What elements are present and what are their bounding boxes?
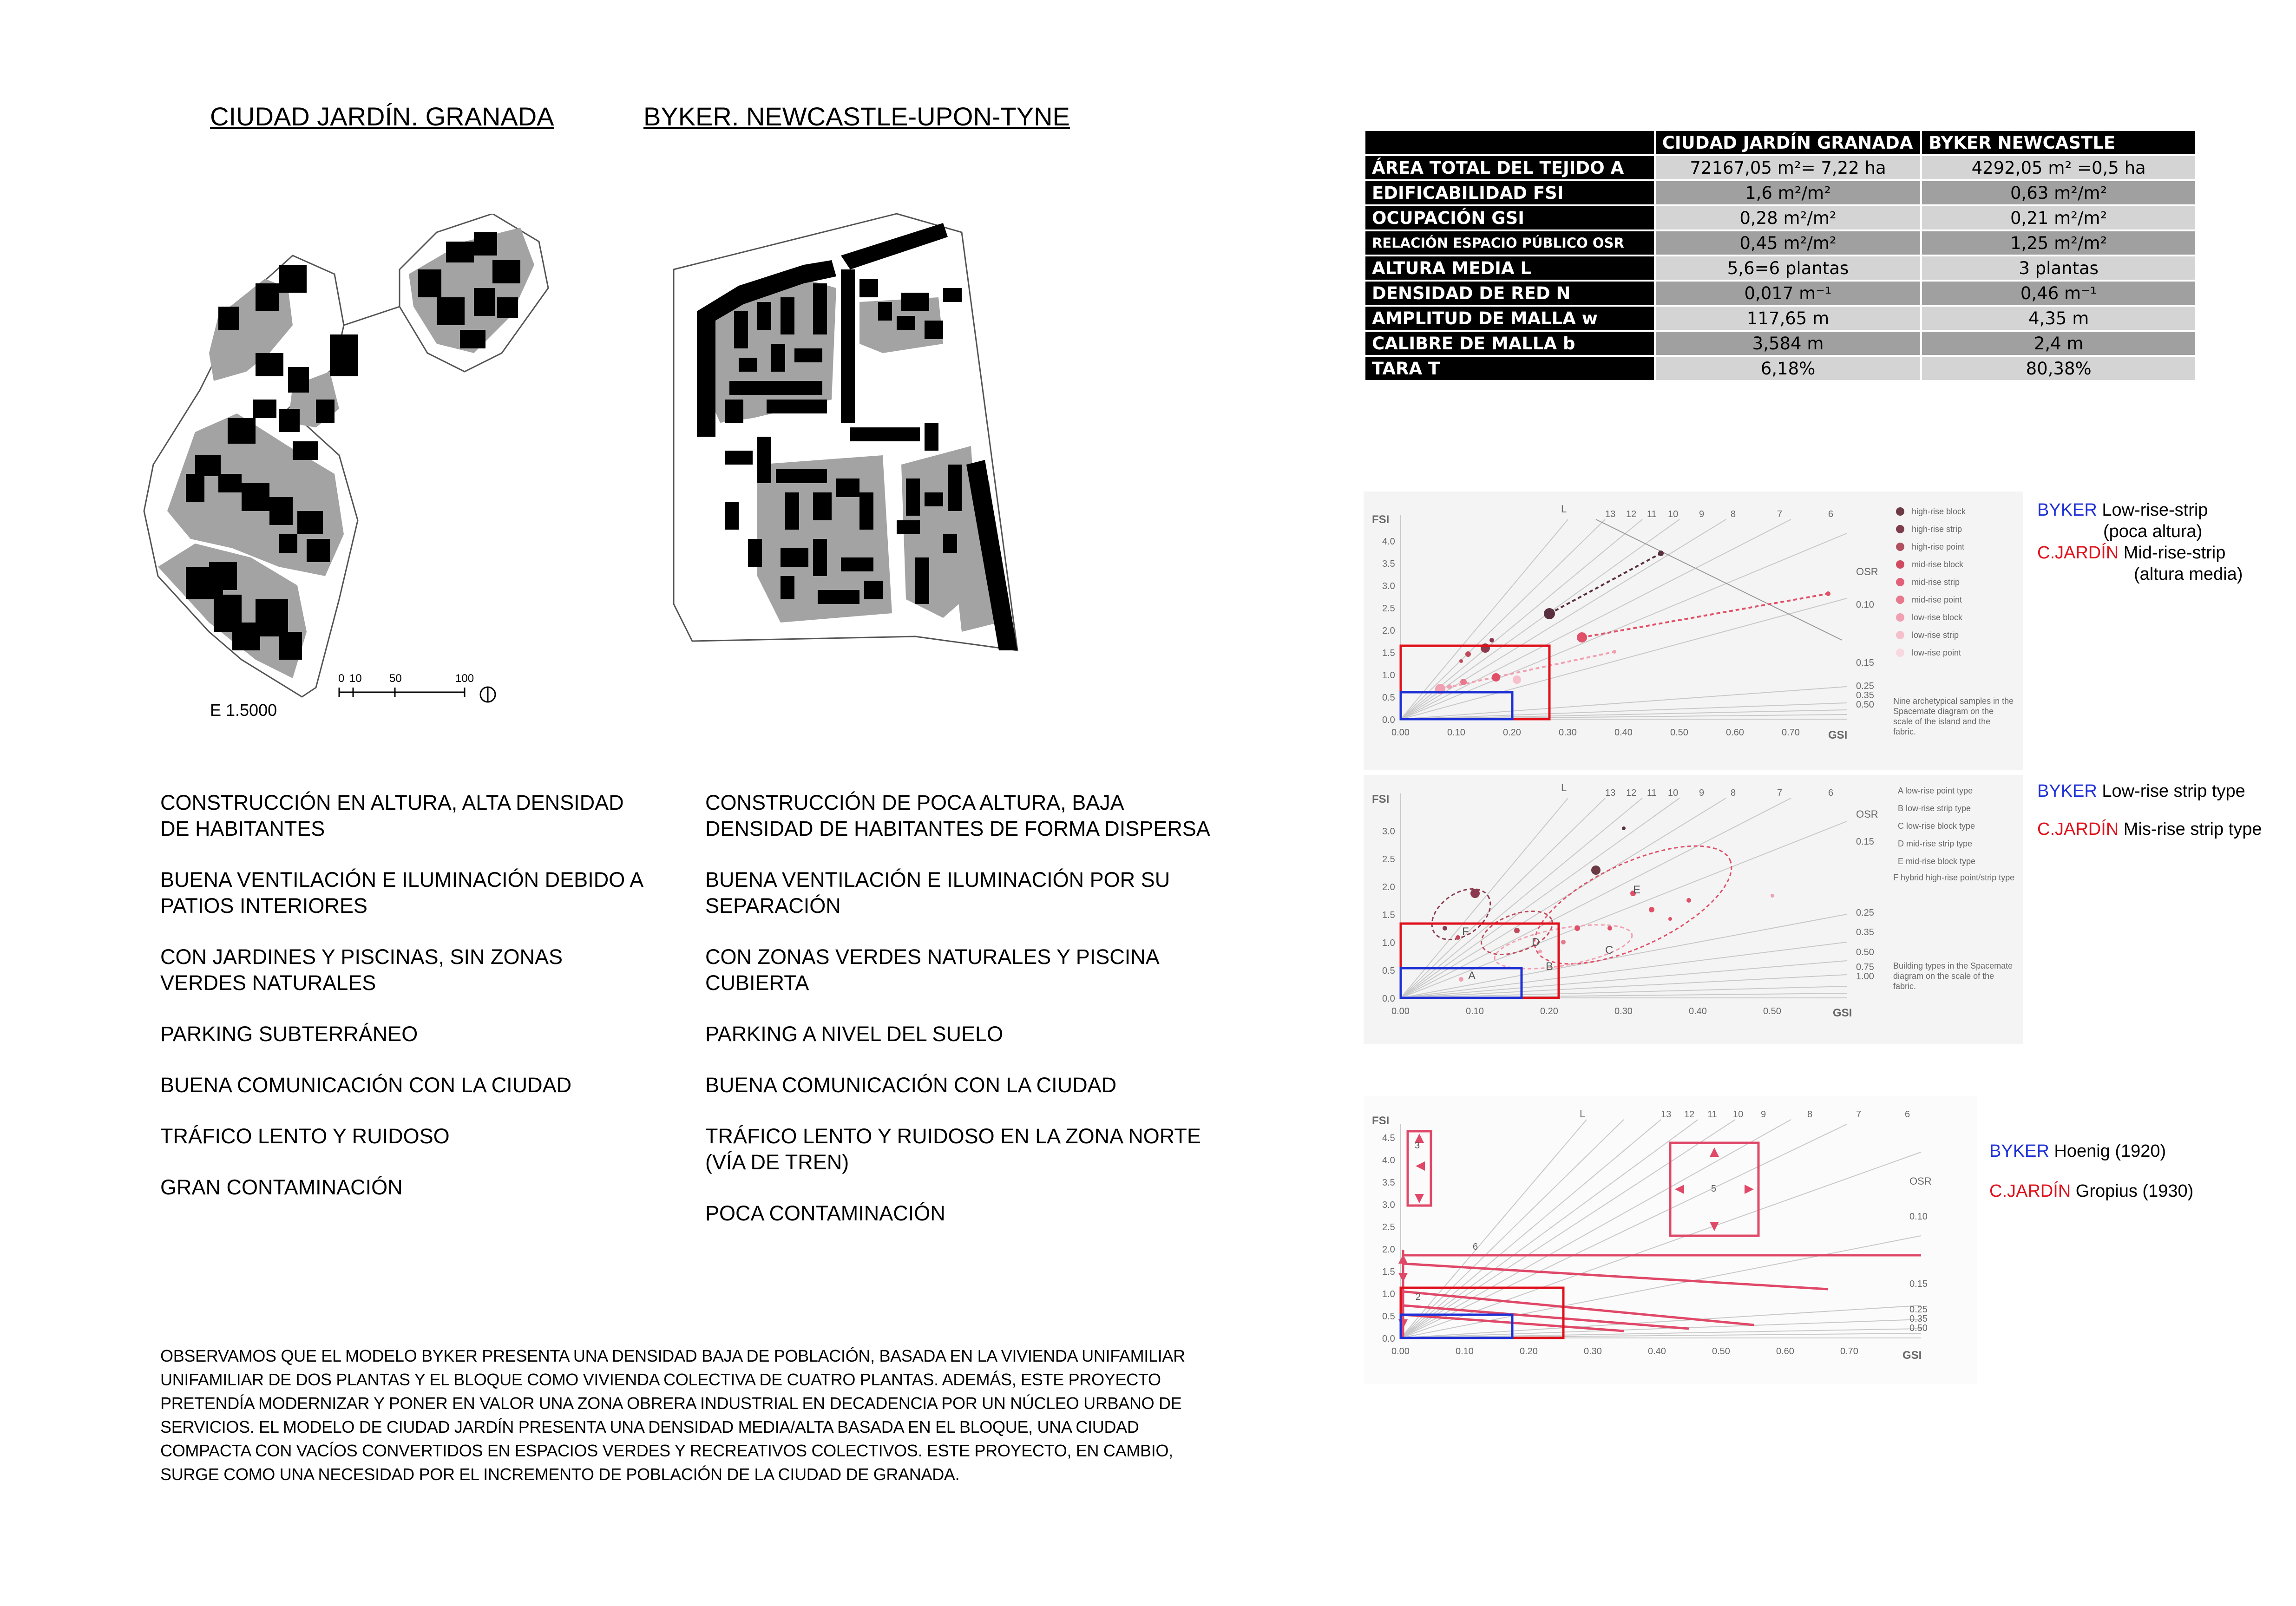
right-item: PARKING A NIVEL DEL SUELO — [705, 1022, 1004, 1046]
title-byker: BYKER. NEWCASTLE-UPON-TYNE — [643, 102, 1070, 131]
table-row-label: TARA T — [1364, 356, 1655, 381]
table-row-label: ALTURA MEDIA L — [1364, 256, 1655, 281]
fsi-tick: 2.0 — [1382, 626, 1395, 636]
fsi-tick: 4.5 — [1382, 1133, 1395, 1143]
fsi-tick: 1.0 — [1382, 938, 1395, 948]
fsi-axis-label: FSI — [1372, 1114, 1390, 1127]
table-row — [1364, 356, 2196, 381]
table-row — [1364, 180, 2196, 205]
osr-tick: 0.25 — [1856, 908, 1874, 918]
l-axis-label: L — [1561, 503, 1567, 515]
diagram3-label-3: 3 — [1415, 1141, 1420, 1151]
table-header-empty — [1364, 130, 1655, 155]
gsi-axis-label: GSI — [1828, 729, 1848, 741]
fsi-tick: 1.0 — [1382, 670, 1395, 681]
right-item: TRÁFICO LENTO Y RUIDOSO EN LA ZONA NORTE (VÍA DE TREN) — [705, 1124, 1201, 1174]
legend-mid-rise-strip: mid-rise strip — [1912, 577, 1960, 587]
osr-tick: 0.10 — [1856, 600, 1874, 610]
legend-type-d: D mid-rise strip type — [1898, 839, 1973, 848]
l-tick: 9 — [1761, 1109, 1766, 1120]
table-cell-ciudad-jardin: 3,584 m — [1655, 331, 1922, 356]
gsi-tick: 0.70 — [1782, 728, 1800, 738]
l-tick: 10 — [1668, 509, 1679, 519]
legend-block-2 — [2037, 780, 2262, 840]
gsi-tick: 0.60 — [1776, 1346, 1794, 1357]
l-axis-label: L — [1580, 1108, 1586, 1120]
spacemate-diagram-archetypes — [1364, 492, 2023, 770]
legend-block-1 — [2037, 499, 2243, 585]
l-tick: 12 — [1626, 788, 1637, 798]
fsi-tick: 3.0 — [1382, 581, 1395, 591]
l-tick: 13 — [1605, 788, 1616, 798]
l-tick: 9 — [1699, 788, 1705, 798]
l-tick: 11 — [1647, 509, 1657, 519]
osr-tick: 1.00 — [1856, 971, 1874, 982]
table-cell-byker: 4,35 m — [1921, 306, 2196, 331]
legend-low-rise-point: low-rise point — [1912, 648, 1961, 657]
diagram3-label-6: 6 — [1473, 1242, 1478, 1252]
l-tick: 6 — [1828, 788, 1834, 798]
legend2-byker-key: BYKER — [2037, 781, 2097, 801]
conclusion-paragraph: OBSERVAMOS QUE EL MODELO BYKER PRESENTA UNA DENSIDAD BAJA DE POBLACIÓN, BASADA EN LA VIVIENDA UNIFAMILIAR UNIFAMILIAR DE DOS PLANTAS Y EL BLOQUE COMO VIVIENDA COLECTIVA DE CUATRO PLANTAS. ADEMÁS, ESTE PROYECTO PRETENDÍA MODERNIZAR Y PONER EN VALOR UNA ZONA OBRERA INDUSTRIAL EN DECADENCIA POR UN NÚCLEO URBANO DE SERVICIOS. EL MODELO DE CIUDAD JARDÍN PRESENTA UNA DENSIDAD MEDIA/ALTA BASADA EN EL BLOQUE, UNA CIUDAD COMPACTA CON VACÍOS CONVERTIDOS EN ESPACIOS VERDES Y RECREATIVOS COLECTIVOS. ESTE PROYECTO, EN CAMBIO, SURGE COMO UNA NECESIDAD POR EL INCREMENTO DE POBLACIÓN DE LA CIUDAD DE GRANADA. — [160, 1346, 1185, 1484]
l-tick: 8 — [1807, 1109, 1813, 1120]
table-row — [1364, 306, 2196, 331]
l-tick: 6 — [1828, 509, 1834, 519]
osr-tick: 0.35 — [1856, 690, 1874, 701]
legend-type-c: C low-rise block type — [1898, 821, 1975, 831]
legend-block-3 — [1989, 1141, 2193, 1202]
osr-tick: 0.25 — [1909, 1304, 1928, 1315]
table-row — [1364, 281, 2196, 306]
gsi-tick: 0.10 — [1447, 728, 1465, 738]
cluster-label-a: A — [1468, 970, 1476, 982]
cluster-label-f: F — [1462, 925, 1469, 938]
gsi-tick: 0.40 — [1689, 1006, 1707, 1016]
gsi-tick: 0.00 — [1391, 1006, 1410, 1016]
osr-tick: 0.50 — [1856, 947, 1874, 957]
legend-high-rise-point: high-rise point — [1912, 542, 1965, 551]
table-cell-ciudad-jardin: 1,6 m²/m² — [1655, 180, 1922, 205]
osr-tick: 0.15 — [1856, 837, 1874, 847]
legend1-cj-text: Mid-rise-strip — [2123, 543, 2226, 563]
fsi-axis-label: FSI — [1372, 793, 1390, 806]
legend-high-rise-strip: high-rise strip — [1912, 524, 1962, 534]
left-item: BUENA COMUNICACIÓN CON LA CIUDAD — [160, 1073, 572, 1097]
osr-tick: 0.50 — [1856, 700, 1874, 710]
table-header-row — [1364, 130, 2196, 155]
diagram2-caption: Building types in the Spacemate diagram on the scale of the fabric. — [1893, 961, 2013, 991]
l-tick: 12 — [1684, 1109, 1695, 1120]
l-tick: 12 — [1626, 509, 1637, 519]
table-row-label: CALIBRE DE MALLA b — [1364, 331, 1655, 356]
gsi-tick: 0.00 — [1391, 1346, 1410, 1357]
table-cell-ciudad-jardin: 0,017 m⁻¹ — [1655, 281, 1922, 306]
fsi-tick: 2.0 — [1382, 1245, 1395, 1255]
gsi-tick: 0.50 — [1712, 1346, 1730, 1357]
left-item: PARKING SUBTERRÁNEO — [160, 1022, 418, 1046]
legend-high-rise-block: high-rise block — [1912, 507, 1966, 516]
fsi-tick: 0.0 — [1382, 1334, 1395, 1344]
gsi-tick: 0.60 — [1726, 728, 1744, 738]
spacemate-diagram-historic — [1364, 1096, 1977, 1384]
scale-tick-50: 50 — [389, 672, 402, 685]
table-cell-byker: 0,21 m²/m² — [1921, 205, 2196, 230]
left-item: TRÁFICO LENTO Y RUIDOSO — [160, 1124, 450, 1148]
table-row-label: ÁREA TOTAL DEL TEJIDO A — [1364, 155, 1655, 180]
legend1-byker-key: BYKER — [2037, 500, 2097, 520]
gsi-tick: 0.30 — [1614, 1006, 1633, 1016]
table-row — [1364, 230, 2196, 256]
table-cell-byker: 1,25 m²/m² — [1921, 230, 2196, 256]
fsi-tick: 2.5 — [1382, 603, 1395, 614]
gsi-tick: 0.40 — [1648, 1346, 1666, 1357]
osr-tick: 0.50 — [1909, 1323, 1928, 1333]
osr-axis-label: OSR — [1909, 1175, 1932, 1187]
osr-tick: 0.15 — [1856, 658, 1874, 668]
gsi-tick: 0.20 — [1540, 1006, 1558, 1016]
gsi-tick: 0.30 — [1559, 728, 1577, 738]
cluster-label-b: B — [1546, 960, 1554, 973]
l-tick: 7 — [1777, 788, 1783, 798]
legend3-cj-key: C.JARDÍN — [1989, 1181, 2071, 1201]
osr-tick: 0.15 — [1909, 1279, 1928, 1289]
legend2-byker-text: Low-rise strip type — [2102, 781, 2245, 801]
osr-axis-label: OSR — [1856, 808, 1878, 820]
table-row-label: DENSIDAD DE RED N — [1364, 281, 1655, 306]
fsi-tick: 1.0 — [1382, 1289, 1395, 1299]
osr-tick: 0.35 — [1856, 927, 1874, 937]
legend-type-a: A low-rise point type — [1898, 786, 1973, 795]
l-tick: 10 — [1668, 788, 1679, 798]
comparison-table — [1364, 129, 2197, 382]
gsi-tick: 0.70 — [1840, 1346, 1858, 1357]
fsi-tick: 3.5 — [1382, 559, 1395, 569]
left-item: CONSTRUCCIÓN EN ALTURA, ALTA DENSIDAD DE HABITANTES — [160, 791, 624, 840]
gsi-tick: 0.20 — [1503, 728, 1521, 738]
diagram3-label-5: 5 — [1711, 1184, 1717, 1194]
right-column — [705, 790, 1230, 1252]
diagram3-label-2: 2 — [1416, 1292, 1421, 1302]
gsi-tick: 0.50 — [1763, 1006, 1781, 1016]
l-tick: 11 — [1647, 788, 1657, 798]
fsi-tick: 1.5 — [1382, 1267, 1395, 1277]
scale-label: E 1.5000 — [210, 701, 277, 720]
right-item: POCA CONTAMINACIÓN — [705, 1201, 945, 1225]
right-item: BUENA VENTILACIÓN E ILUMINACIÓN POR SU SEPARACIÓN — [705, 868, 1170, 918]
gsi-tick: 0.30 — [1584, 1346, 1602, 1357]
fsi-tick: 0.5 — [1382, 966, 1395, 976]
l-axis-label: L — [1561, 782, 1567, 793]
right-item: CON ZONAS VERDES NATURALES Y PISCINA CUBIERTA — [705, 945, 1159, 995]
table-cell-byker: 3 plantas — [1921, 256, 2196, 281]
table-cell-ciudad-jardin: 0,45 m²/m² — [1655, 230, 1922, 256]
fsi-tick: 3.5 — [1382, 1178, 1395, 1188]
legend-low-rise-block: low-rise block — [1912, 613, 1963, 622]
l-tick: 13 — [1605, 509, 1616, 519]
table-row — [1364, 331, 2196, 356]
fsi-tick: 0.5 — [1382, 1311, 1395, 1322]
gsi-axis-label: GSI — [1902, 1349, 1922, 1362]
fsi-tick: 4.0 — [1382, 537, 1395, 547]
table-header-ciudad-jardin: CIUDAD JARDÍN GRANADA — [1655, 130, 1922, 155]
legend2-cj-text: Mis-rise strip type — [2123, 819, 2262, 839]
l-tick: 13 — [1661, 1109, 1672, 1120]
osr-tick: 0.35 — [1909, 1314, 1928, 1324]
legend-type-f: F hybrid high-rise point/strip type — [1893, 873, 2015, 882]
l-tick: 9 — [1699, 509, 1705, 519]
l-tick: 11 — [1707, 1109, 1717, 1120]
table-cell-ciudad-jardin: 117,65 m — [1655, 306, 1922, 331]
legend-mid-rise-block: mid-rise block — [1912, 560, 1964, 569]
legend3-byker-key: BYKER — [1989, 1141, 2049, 1161]
l-tick: 10 — [1733, 1109, 1744, 1120]
left-item: CON JARDINES Y PISCINAS, SIN ZONAS VERDES NATURALES — [160, 945, 563, 995]
fsi-tick: 2.5 — [1382, 1222, 1395, 1232]
cluster-label-c: C — [1605, 944, 1614, 957]
gsi-tick: 0.00 — [1391, 728, 1410, 738]
legend-type-e: E mid-rise block type — [1898, 857, 1976, 866]
table-row-label: OCUPACIÓN GSI — [1364, 205, 1655, 230]
spacemate-diagram-building-types — [1364, 775, 2023, 1044]
table-cell-ciudad-jardin: 0,28 m²/m² — [1655, 205, 1922, 230]
legend-low-rise-strip: low-rise strip — [1912, 630, 1959, 640]
l-tick: 7 — [1856, 1109, 1862, 1120]
scale-tick-100: 100 — [455, 672, 474, 685]
table-row — [1364, 205, 2196, 230]
table-cell-byker: 80,38% — [1921, 356, 2196, 381]
osr-tick: 0.10 — [1909, 1212, 1928, 1222]
fsi-tick: 2.5 — [1382, 854, 1395, 865]
legend1-cj-key: C.JARDÍN — [2037, 543, 2119, 563]
gsi-tick: 0.20 — [1520, 1346, 1538, 1357]
table-header-byker: BYKER NEWCASTLE — [1921, 130, 2196, 155]
fsi-tick: 3.0 — [1382, 826, 1395, 837]
fsi-tick: 0.5 — [1382, 693, 1395, 703]
right-item: CONSTRUCCIÓN DE POCA ALTURA, BAJA DENSIDAD DE HABITANTES DE FORMA DISPERSA — [705, 791, 1210, 840]
fsi-tick: 1.5 — [1382, 910, 1395, 920]
legend3-cj-text: Gropius (1930) — [2075, 1181, 2194, 1201]
left-item: GRAN CONTAMINACIÓN — [160, 1175, 403, 1199]
cluster-label-d: D — [1532, 936, 1540, 949]
gsi-tick: 0.10 — [1466, 1006, 1484, 1016]
fsi-tick: 4.0 — [1382, 1155, 1395, 1166]
gsi-tick: 0.50 — [1670, 728, 1688, 738]
left-column — [160, 790, 653, 1226]
table-row-label: RELACIÓN ESPACIO PÚBLICO OSR — [1364, 230, 1655, 256]
table-row — [1364, 256, 2196, 281]
fsi-axis-label: FSI — [1372, 513, 1390, 526]
gsi-tick: 0.40 — [1614, 728, 1633, 738]
site-plan-byker — [664, 204, 1082, 669]
fsi-tick: 3.0 — [1382, 1200, 1395, 1210]
l-tick: 6 — [1905, 1109, 1910, 1120]
legend-type-b: B low-rise strip type — [1898, 804, 1971, 813]
gsi-tick: 0.10 — [1456, 1346, 1474, 1357]
scale-tick-0: 0 — [338, 672, 345, 685]
scale-tick-10: 10 — [349, 672, 362, 685]
left-item: BUENA VENTILACIÓN E ILUMINACIÓN DEBIDO A PATIOS INTERIORES — [160, 868, 643, 918]
legend3-byker-text: Hoenig (1920) — [2054, 1141, 2166, 1161]
table-cell-ciudad-jardin: 5,6=6 plantas — [1655, 256, 1922, 281]
l-tick: 8 — [1731, 509, 1736, 519]
osr-tick: 0.75 — [1856, 962, 1874, 972]
l-tick: 8 — [1731, 788, 1736, 798]
osr-axis-label: OSR — [1856, 566, 1878, 577]
table-cell-byker: 0,63 m²/m² — [1921, 180, 2196, 205]
legend1-byker-sub: (poca altura) — [2103, 522, 2203, 541]
table-row-label: AMPLITUD DE MALLA w — [1364, 306, 1655, 331]
site-plan-ciudad-jardin — [139, 214, 558, 725]
osr-tick: 0.25 — [1856, 681, 1874, 691]
table-cell-ciudad-jardin: 72167,05 m²= 7,22 ha — [1655, 155, 1922, 180]
diagram1-caption: Nine archetypical samples in the Spacemate diagram on the scale of the island and the fabric. — [1893, 696, 2014, 736]
l-tick: 7 — [1777, 509, 1783, 519]
fsi-tick: 1.5 — [1382, 648, 1395, 658]
legend1-cj-sub: (altura media) — [2134, 564, 2243, 584]
table-cell-byker: 4292,05 m² =0,5 ha — [1921, 155, 2196, 180]
right-item: BUENA COMUNICACIÓN CON LA CIUDAD — [705, 1073, 1117, 1097]
fsi-tick: 0.0 — [1382, 994, 1395, 1004]
table-cell-byker: 2,4 m — [1921, 331, 2196, 356]
table-row-label: EDIFICABILIDAD FSI — [1364, 180, 1655, 205]
fsi-tick: 0.0 — [1382, 715, 1395, 725]
title-ciudad-jardin: CIUDAD JARDÍN. GRANADA — [210, 102, 554, 131]
fsi-tick: 2.0 — [1382, 882, 1395, 892]
table-row — [1364, 155, 2196, 180]
cluster-label-e: E — [1633, 884, 1641, 896]
legend-mid-rise-point: mid-rise point — [1912, 595, 1962, 604]
table-cell-ciudad-jardin: 6,18% — [1655, 356, 1922, 381]
legend2-cj-key: C.JARDÍN — [2037, 819, 2119, 839]
gsi-axis-label: GSI — [1833, 1007, 1852, 1019]
legend1-byker-text: Low-rise-strip — [2102, 500, 2208, 520]
table-cell-byker: 0,46 m⁻¹ — [1921, 281, 2196, 306]
